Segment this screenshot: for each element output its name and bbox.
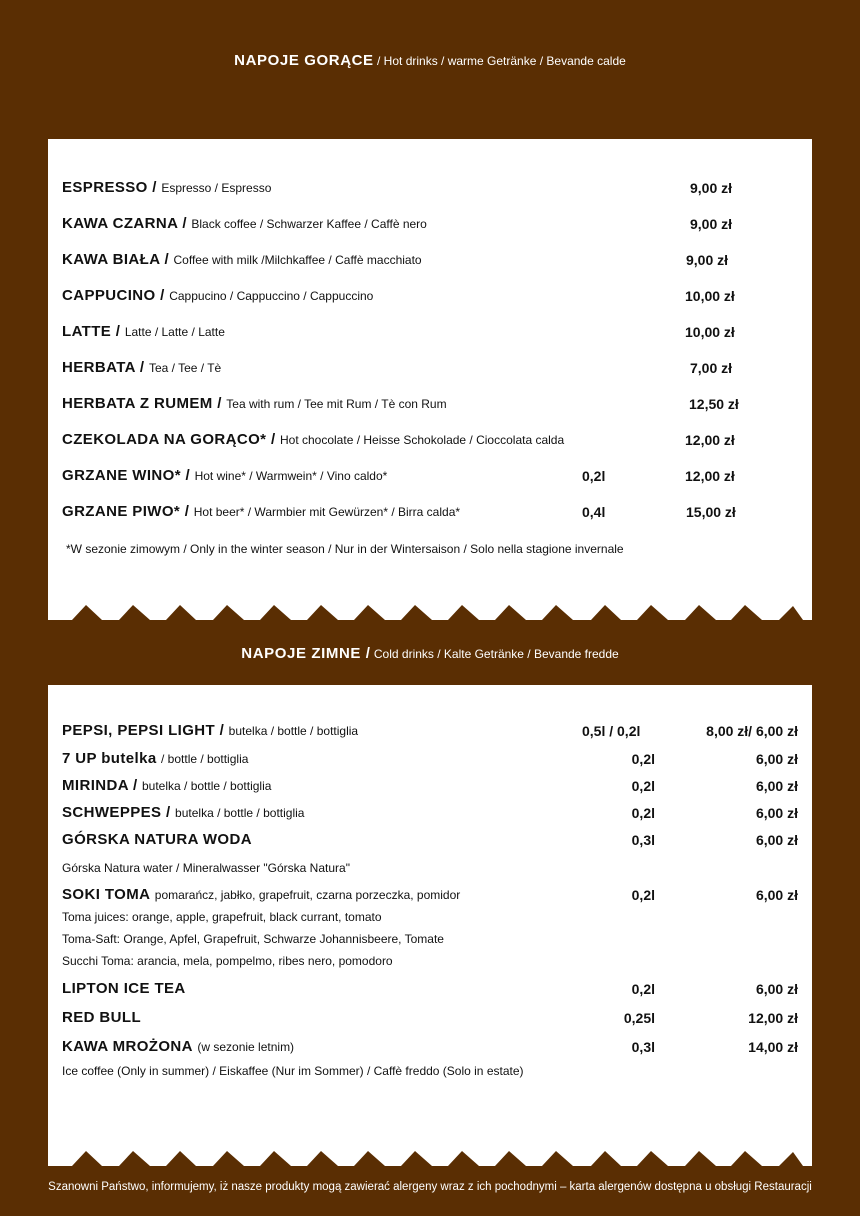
menu-item bbox=[62, 777, 802, 795]
item-description: Hot beer* / Warmbier mit Gewürzen* / Birra calda* bbox=[193, 505, 461, 519]
item-description: Hot chocolate / Heisse Schokolade / Cioccolata calda bbox=[279, 433, 565, 447]
item-description: Cappucino / Cappuccino / Cappuccino bbox=[169, 289, 374, 303]
item-volume: 0,2l bbox=[582, 468, 606, 484]
item-price: 9,00 zł bbox=[690, 180, 733, 196]
item-price: 6,00 zł bbox=[755, 981, 798, 997]
menu-item bbox=[62, 1038, 802, 1056]
item-description: Coffee with milk /Milchkaffee / Caffè macchiato bbox=[173, 253, 422, 267]
hot-drinks-subtitle: / Hot drinks / warme Getränke / Bevande calde bbox=[377, 54, 626, 68]
winter-season-note: *W sezonie zimowym / Only in the winter season / Nur in der Wintersaison / Solo nella stagione invernale bbox=[66, 542, 624, 556]
hot-drinks-title: NAPOJE GORĄCE bbox=[234, 52, 374, 69]
item-description: Tea with rum / Tee mit Rum / Tè con Rum bbox=[226, 397, 447, 411]
item-price: 14,00 zł bbox=[748, 1039, 798, 1055]
item-price: 12,50 zł bbox=[689, 396, 739, 412]
cold-drinks-title: NAPOJE ZIMNE / bbox=[241, 645, 371, 662]
juice-note-it: Succhi Toma: arancia, mela, pompelmo, ribes nero, pomodoro bbox=[62, 954, 393, 968]
item-description: Espresso / Espresso bbox=[161, 181, 272, 195]
iced-coffee-note: Ice coffee (Only in summer) / Eiskaffee (Nur im Sommer) / Caffè freddo (Solo in estate) bbox=[62, 1064, 524, 1078]
item-price: 6,00 zł bbox=[755, 805, 798, 821]
item-description: butelka / bottle / bottiglia bbox=[142, 779, 272, 793]
item-volume: 0,3l bbox=[631, 832, 655, 848]
item-price: 6,00 zł bbox=[755, 778, 798, 794]
item-price: 10,00 zł bbox=[685, 288, 735, 304]
item-description: Latte / Latte / Latte bbox=[124, 325, 225, 339]
item-price: 9,00 zł bbox=[690, 216, 733, 232]
item-name: LATTE / bbox=[62, 323, 121, 340]
item-volume: 0,3l bbox=[631, 1039, 655, 1055]
hot-drinks-zigzag bbox=[48, 594, 812, 620]
item-price: 8,00 zł/ 6,00 zł bbox=[706, 723, 798, 739]
item-price: 15,00 zł bbox=[686, 504, 736, 520]
menu-item bbox=[62, 804, 802, 822]
item-name: LIPTON ICE TEA bbox=[62, 980, 186, 997]
item-volume: 0,5l / 0,2l bbox=[582, 723, 641, 739]
item-name: SOKI TOMA bbox=[62, 886, 151, 903]
menu-item bbox=[62, 831, 802, 849]
item-volume: 0,25l bbox=[623, 1010, 655, 1026]
item-volume: 0,2l bbox=[631, 887, 655, 903]
item-volume: 0,2l bbox=[631, 778, 655, 794]
item-name: MIRINDA / bbox=[62, 777, 138, 794]
item-name: PEPSI, PEPSI LIGHT / bbox=[62, 722, 225, 739]
hot-drinks-header bbox=[0, 52, 860, 69]
item-description: (w sezonie letnim) bbox=[197, 1040, 295, 1054]
menu-item bbox=[62, 1009, 802, 1027]
item-price: 6,00 zł bbox=[755, 887, 798, 903]
cold-drinks-subtitle: Cold drinks / Kalte Getränke / Bevande fredde bbox=[373, 647, 619, 661]
item-description: Hot wine* / Warmwein* / Vino caldo* bbox=[194, 469, 388, 483]
menu-item bbox=[62, 750, 802, 768]
item-name: CZEKOLADA NA GORĄCO* / bbox=[62, 431, 276, 448]
item-name: HERBATA / bbox=[62, 359, 145, 376]
item-name: RED BULL bbox=[62, 1009, 142, 1026]
item-name: GÓRSKA NATURA WODA bbox=[62, 831, 252, 848]
item-volume: 0,2l bbox=[631, 981, 655, 997]
item-price: 12,00 zł bbox=[685, 432, 735, 448]
item-name: KAWA CZARNA / bbox=[62, 215, 187, 232]
item-volume: 0,2l bbox=[631, 751, 655, 767]
item-price: 10,00 zł bbox=[685, 324, 735, 340]
item-price: 12,00 zł bbox=[685, 468, 735, 484]
menu-item bbox=[62, 722, 802, 740]
item-description: / bottle / bottiglia bbox=[161, 752, 249, 766]
item-name: CAPPUCINO / bbox=[62, 287, 165, 304]
juice-note-en: Toma juices: orange, apple, grapefruit, black currant, tomato bbox=[62, 910, 382, 924]
item-description: butelka / bottle / bottiglia bbox=[175, 806, 305, 820]
item-description: Tea / Tee / Tè bbox=[148, 361, 222, 375]
item-description: butelka / bottle / bottiglia bbox=[228, 724, 359, 738]
item-price: 7,00 zł bbox=[690, 360, 733, 376]
cold-drinks-zigzag bbox=[48, 1140, 812, 1166]
item-name: ESPRESSO / bbox=[62, 179, 157, 196]
item-volume: 0,2l bbox=[631, 805, 655, 821]
item-name: GRZANE WINO* / bbox=[62, 467, 191, 484]
item-name: GRZANE PIWO* / bbox=[62, 503, 190, 520]
item-description: pomarańcz, jabłko, grapefruit, czarna porzeczka, pomidor bbox=[154, 888, 461, 902]
menu-item bbox=[62, 886, 802, 904]
item-name: SCHWEPPES / bbox=[62, 804, 171, 821]
menu-item bbox=[62, 980, 802, 998]
item-price: 12,00 zł bbox=[748, 1010, 798, 1026]
water-note: Górska Natura water / Mineralwasser "Górska Natura" bbox=[62, 861, 350, 875]
juice-note-de: Toma-Saft: Orange, Apfel, Grapefruit, Schwarze Johannisbeere, Tomate bbox=[62, 932, 444, 946]
allergen-notice: Szanowni Państwo, informujemy, iż nasze produkty mogą zawierać alergeny wraz z ich pochodnymi – karta alergenów dostępna u obsługi Restauracji bbox=[48, 1181, 812, 1193]
item-name: KAWA MROŻONA bbox=[62, 1038, 193, 1055]
item-name: HERBATA Z RUMEM / bbox=[62, 395, 222, 412]
item-name: 7 UP butelka bbox=[62, 750, 157, 767]
item-price: 6,00 zł bbox=[755, 832, 798, 848]
cold-drinks-header bbox=[0, 645, 860, 662]
item-price: 6,00 zł bbox=[755, 751, 798, 767]
item-description: Black coffee / Schwarzer Kaffee / Caffè nero bbox=[191, 217, 427, 231]
item-price: 9,00 zł bbox=[686, 252, 729, 268]
item-name: KAWA BIAŁA / bbox=[62, 251, 170, 268]
item-volume: 0,4l bbox=[582, 504, 606, 520]
